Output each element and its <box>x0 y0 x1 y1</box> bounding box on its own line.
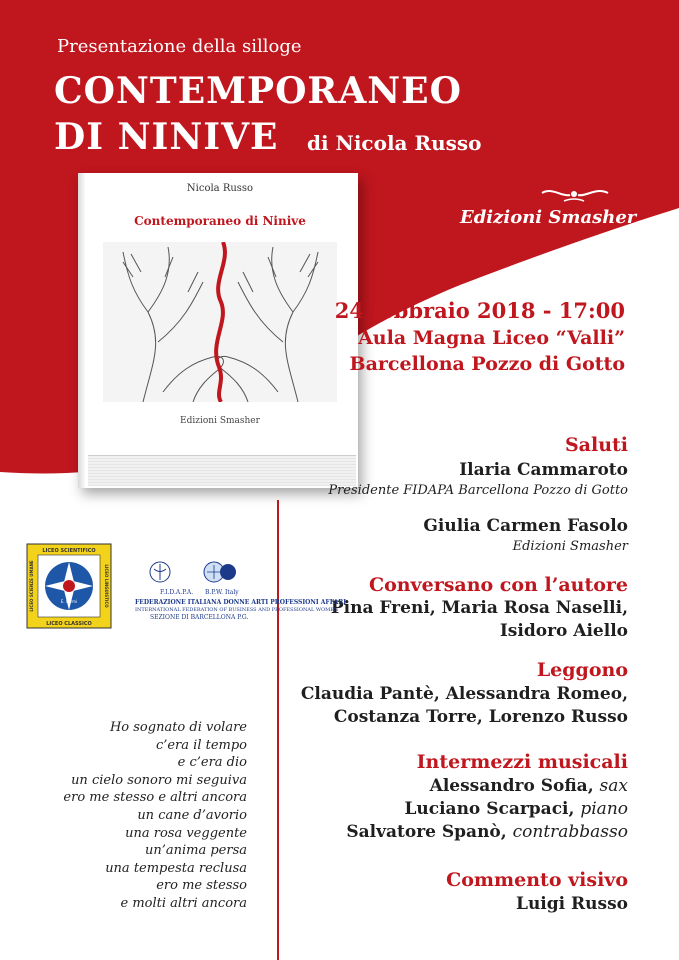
book-cover-publisher: Edizioni Smasher <box>180 416 260 426</box>
liceo-logo-bottom-text: LICEO CLASSICO <box>46 621 92 627</box>
fidapa-full-name: FEDERAZIONE ITALIANA DONNE ARTI PROFESSIONI AFFARI <box>135 599 347 606</box>
readers-line: Claudia Pantè, Alessandra Romeo, <box>300 684 628 704</box>
event-subtitle: Presentazione della silloge <box>57 36 302 57</box>
musician-line: Alessandro Sofia, sax <box>429 776 628 796</box>
participants-line: Isidoro Aiello <box>499 621 628 641</box>
visual-commentary-name: Luigi Russo <box>515 894 628 914</box>
participants-line: Pina Freni, Maria Rosa Naselli, <box>330 598 628 618</box>
liceo-logo-center-text: E. Fermi <box>60 599 78 604</box>
speaker-role: Edizioni Smasher <box>512 539 628 554</box>
section-heading-conversano: Conversano con l’autore <box>368 574 628 596</box>
poem-line: un’anima persa <box>144 843 247 859</box>
publisher-logo-icon <box>540 185 610 207</box>
fidapa-bpw-logo <box>137 560 247 590</box>
publisher-name: Edizioni Smasher <box>460 207 637 228</box>
poem-line: un cielo sonoro mi seguiva <box>71 772 247 788</box>
section-heading-intermezzi: Intermezzi musicali <box>416 751 628 773</box>
poem-line: e c’era dio <box>177 755 247 771</box>
liceo-logo <box>26 543 112 629</box>
section-heading-saluti: Saluti <box>564 434 628 456</box>
book-title-line-2: DI NINIVE <box>54 116 279 158</box>
event-date-time: 24 febbraio 2018 - 17:00 <box>334 298 625 323</box>
event-venue: Aula Magna Liceo “Valli” <box>358 327 625 349</box>
liceo-logo-left-text: LICEO SCIENZE UMANE <box>29 560 34 612</box>
book-cover-author: Nicola Russo <box>186 183 254 194</box>
vertical-divider <box>277 500 279 960</box>
poem-line: ero me stesso e altri ancora <box>63 790 247 806</box>
poem-line: e molti altri ancora <box>120 895 247 911</box>
poem <box>63 719 247 913</box>
section-heading-leggono: Leggono <box>536 659 628 681</box>
liceo-logo-top-text: LICEO SCIENTIFICO <box>42 548 96 554</box>
poem-line: una rosa veggente <box>125 825 247 841</box>
speaker-role: Presidente FIDAPA Barcellona Pozzo di Gotto <box>328 483 628 498</box>
poem-line: un cane d’avorio <box>137 807 247 823</box>
musician-line: Salvatore Spanò, contrabbasso <box>346 822 628 842</box>
speaker-name: Giulia Carmen Fasolo <box>423 516 628 536</box>
poem-line: una tempesta reclusa <box>105 860 247 876</box>
fidapa-name: F.I.D.A.P.A. <box>160 589 194 596</box>
poem-line: c’era il tempo <box>155 737 247 753</box>
book-title-line-1: CONTEMPORANEO <box>54 70 462 112</box>
book-page-edges <box>88 455 356 486</box>
poem-line: ero me stesso <box>156 878 247 894</box>
book-spine <box>78 173 86 488</box>
fidapa-section: SEZIONE DI BARCELLONA P.G. <box>150 614 249 621</box>
liceo-logo-right-text: LICEO LINGUISTICO <box>104 564 109 608</box>
book-cover-illustration <box>103 242 337 402</box>
author-credit: di Nicola Russo <box>307 131 482 155</box>
section-heading-commento: Commento visivo <box>446 869 628 891</box>
speaker-name: Ilaria Cammaroto <box>459 460 628 480</box>
bpw-name: B.P.W. Italy <box>205 589 239 596</box>
readers-line: Costanza Torre, Lorenzo Russo <box>333 707 628 727</box>
fidapa-international-name: INTERNATIONAL FEDERATION OF BUSINESS AND PROFESSIONAL WOMEN <box>135 607 339 613</box>
musician-line: Luciano Scarpaci, piano <box>404 799 628 819</box>
book-cover-title: Contemporaneo di Ninive <box>134 214 306 228</box>
poem-line: Ho sognato di volare <box>109 720 247 735</box>
event-city: Barcellona Pozzo di Gotto <box>349 353 625 375</box>
